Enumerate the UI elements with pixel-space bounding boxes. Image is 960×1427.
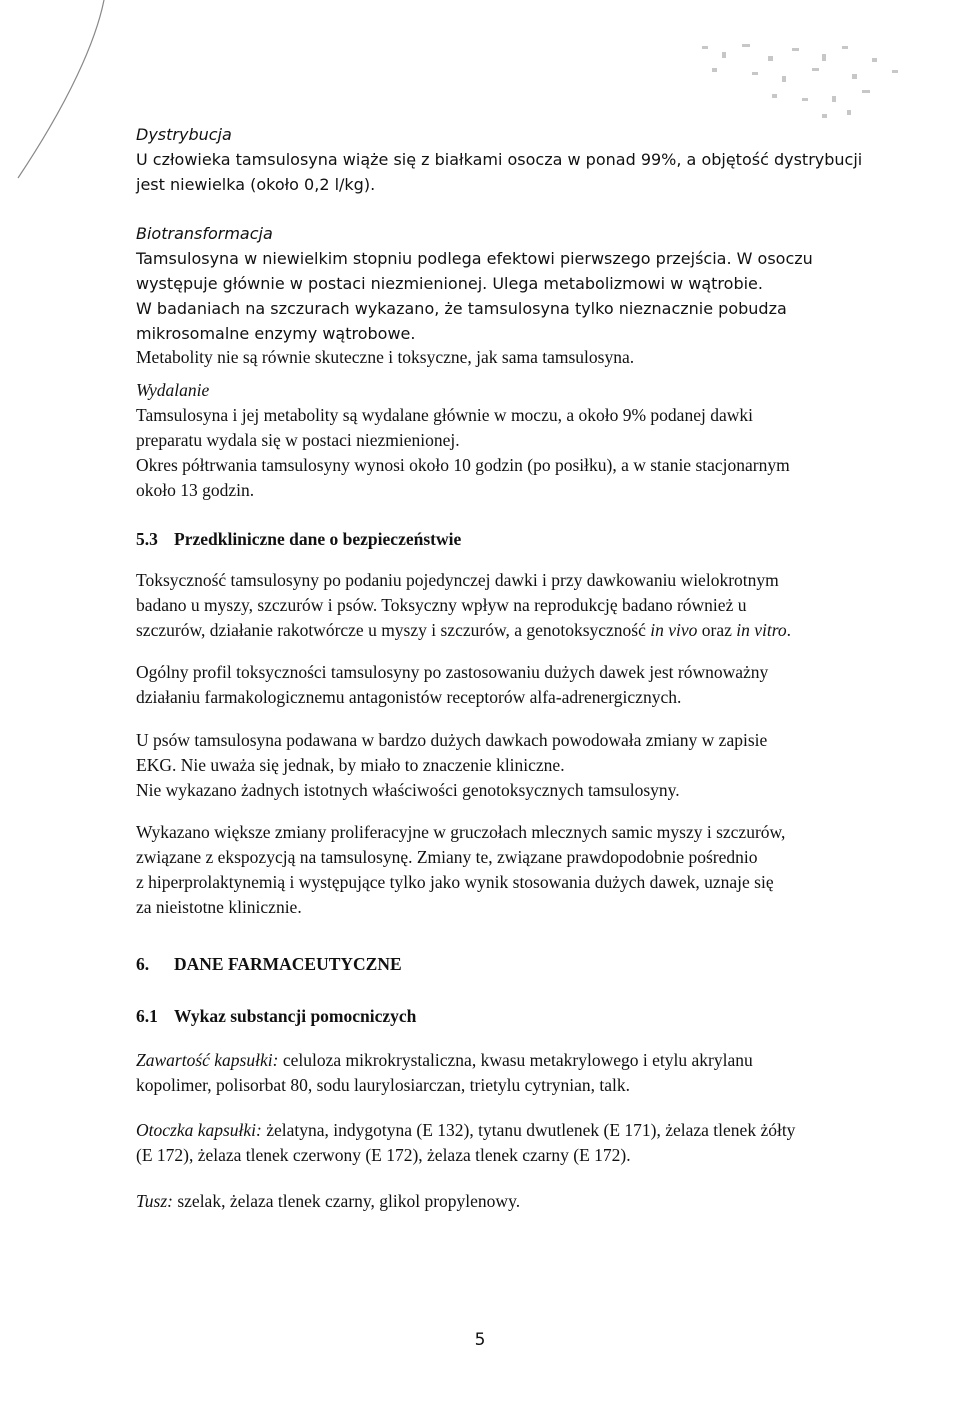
section-number: 5.3 — [136, 529, 158, 549]
paragraph-line: działaniu farmakologicznemu antagonistów receptorów alfa-adrenergicznych. — [136, 687, 682, 707]
text-run: szczurów, działanie rakotwórcze u myszy i szczurów, a genotoksyczność — [136, 620, 651, 640]
text-run: celuloza mikrokrystaliczna, kwasu metakrylowego i etylu akrylanu — [278, 1050, 753, 1070]
zawartosc-label: Zawartość kapsułki: — [136, 1050, 279, 1070]
section-title: Przedkliniczne dane o bezpieczeństwie — [174, 529, 462, 549]
biotransformacja-line: Tamsulosyna w niewielkim stopniu podlega efektowi pierwszego przejścia. W osoczu — [136, 249, 813, 268]
scan-noise-stamp — [672, 38, 942, 128]
text-run: żelatyna, indygotyna (E 132), tytanu dwutlenek (E 171), żelaza tlenek żółty — [261, 1120, 796, 1140]
paragraph-line: EKG. Nie uważa się jednak, by miało to znaczenie kliniczne. — [136, 755, 565, 775]
wydalanie-line: około 13 godzin. — [136, 480, 255, 500]
paragraph-line — [136, 1118, 916, 1143]
otoczka-paragraph — [136, 1118, 916, 1168]
paragraph-line — [136, 618, 916, 643]
section-number: 6. — [136, 954, 150, 974]
zawartosc-paragraph — [136, 1048, 916, 1098]
biotransformacja-section — [136, 221, 916, 346]
paragraph-line — [136, 1189, 916, 1214]
paragraph-line: Wykazano większe zmiany proliferacyjne w gruczołach mlecznych samic myszy i szczurów, — [136, 822, 786, 842]
dystrybucja-line: jest niewielka (około 0,2 l/kg). — [136, 175, 376, 194]
wydalanie-section — [136, 378, 916, 503]
text-run: oraz — [697, 620, 737, 640]
section-5-3-heading — [136, 527, 916, 552]
biotransformacja-line: W badaniach na szczurach wykazano, że tamsulosyna tylko nieznacznie pobudza — [136, 299, 787, 318]
paragraph-line: badano u myszy, szczurów i psów. Toksyczny wpływ na reprodukcję badano również u — [136, 595, 747, 615]
dystrybucja-title: Dystrybucja — [136, 125, 232, 144]
toksycznosc-paragraph — [136, 568, 916, 643]
wydalanie-line: Okres półtrwania tamsulosyny wynosi około 10 godzin (po posiłku), a w stanie stacjonarnym — [136, 455, 790, 475]
dystrybucja-line: U człowieka tamsulosyna wiąże się z białkami osocza w ponad 99%, a objętość dystrybucji — [136, 150, 863, 169]
paragraph-line: za nieistotne klinicznie. — [136, 897, 302, 917]
text-run: . — [786, 620, 792, 640]
paragraph-line: związane z ekspozycją na tamsulosynę. Zmiany te, związane prawdopodobnie pośrednio — [136, 847, 758, 867]
paragraph-line: (E 172), żelaza tlenek czerwony (E 172), żelaza tlenek czarny (E 172). — [136, 1145, 631, 1165]
section-6-heading — [136, 952, 916, 977]
in-vivo-term: in vivo — [650, 620, 698, 640]
wydalanie-line: preparatu wydala się w postaci niezmienionej. — [136, 430, 460, 450]
tusz-label: Tusz: — [136, 1191, 173, 1211]
biotransformacja-line: mikrosomalne enzymy wątrobowe. — [136, 324, 416, 343]
paragraph-line: kopolimer, polisorbat 80, sodu laurylosiarczan, trietylu cytrynian, talk. — [136, 1075, 631, 1095]
page-number: 5 — [474, 1330, 486, 1350]
proliferacja-paragraph — [136, 820, 916, 920]
text-run: szelak, żelaza tlenek czarny, glikol propylenowy. — [172, 1191, 521, 1211]
wydalanie-line: Tamsulosyna i jej metabolity są wydalane głównie w moczu, a około 9% podanej dawki — [136, 405, 753, 425]
psy-paragraph — [136, 728, 916, 803]
paragraph-line: U psów tamsulosyna podawana w bardzo dużych dawkach powodowała zmiany w zapisie — [136, 730, 768, 750]
in-vitro-term: in vitro — [736, 620, 787, 640]
wydalanie-title: Wydalanie — [136, 380, 210, 400]
section-number: 6.1 — [136, 1006, 158, 1026]
paragraph-line: Toksyczność tamsulosyny po podaniu pojedynczej dawki i przy dawkowaniu wielokrotnym — [136, 570, 779, 590]
metabolity-paragraph — [136, 345, 916, 370]
otoczka-label: Otoczka kapsułki: — [136, 1120, 262, 1140]
paragraph-line: Ogólny profil toksyczności tamsulosyny po zastosowaniu dużych dawek jest równoważny — [136, 662, 769, 682]
section-title: DANE FARMACEUTYCZNE — [174, 954, 402, 974]
profil-paragraph — [136, 660, 916, 710]
dystrybucja-section — [136, 122, 916, 197]
paragraph-line: z hiperprolaktynemią i występujące tylko jako wynik stosowania dużych dawek, uznaje się — [136, 872, 774, 892]
biotransformacja-title: Biotransformacja — [136, 224, 273, 243]
biotransformacja-line: występuje głównie w postaci niezmienionej. Ulega metabolizmowi w wątrobie. — [136, 274, 763, 293]
metabolity-line: Metabolity nie są równie skuteczne i toksyczne, jak sama tamsulosyna. — [136, 347, 635, 367]
section-6-1-heading — [136, 1004, 916, 1029]
tusz-paragraph — [136, 1189, 916, 1214]
section-title: Wykaz substancji pomocniczych — [174, 1006, 417, 1026]
paragraph-line — [136, 1048, 916, 1073]
paragraph-line: Nie wykazano żadnych istotnych właściwości genotoksycznych tamsulosyny. — [136, 780, 680, 800]
scan-pen-stroke — [0, 0, 140, 200]
